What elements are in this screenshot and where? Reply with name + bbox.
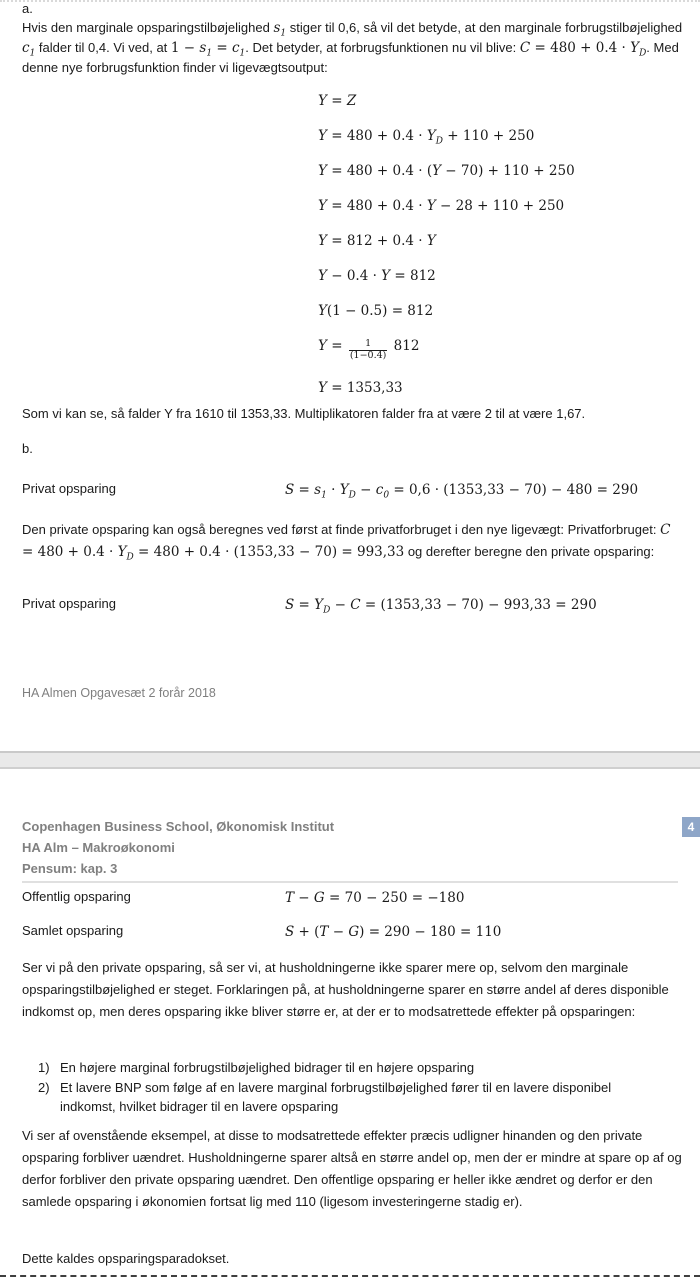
intro-paragraph: Hvis den marginale opsparingstilbøjelighed $s_1$ stiger til 0,6, så vil det betyde, at den marginale forbrugstilbøjelighed $c_1$ falder til 0,4. Vi ved, at $1 - s_1 = c_1$. Det betyder, at forbrugsfunktionen nu vil blive: $C = 480 + 0.4 \cdot Y_D$. Med denne nye forbrugsfunktion finder vi ligevægtsoutput: — [22, 20, 683, 75]
page-number-badge: 4 — [682, 817, 700, 837]
equation-line: Y = 480 + 0.4 · (Y − 70) + 110 + 250 — [318, 163, 575, 179]
list-item — [38, 1058, 668, 1078]
item-text: En højere marginal forbrugstilbøjelighed bidrager til en højere opsparing — [60, 1060, 475, 1075]
equation-block — [318, 92, 575, 414]
private-savings-row-2 — [22, 596, 698, 614]
equation-line: Y(1 − 0.5) = 812 — [318, 303, 434, 319]
public-savings-row — [22, 889, 698, 907]
total-savings-row — [22, 923, 698, 941]
equation: $S = s_1 \cdot Y_D - c_0 = 0,6 \cdot (1353,33 - 70) - 480 = 290$ — [285, 482, 639, 501]
closing-paragraph: Dette kaldes opsparingsparadokset. — [22, 1251, 230, 1266]
equation-line: Y − 0.4 · Y = 812 — [318, 268, 436, 284]
equation: S + (T − G) = 290 − 180 = 110 — [285, 924, 502, 940]
section-a-label: a. — [22, 1, 33, 16]
page-break-divider — [0, 751, 700, 769]
section-b-label: b. — [22, 441, 33, 456]
analysis-paragraph: Ser vi på den private opsparing, så ser vi, at husholdningerne ikke sparer mere op, selvom den marginale opsparingstilbøjelighed er steget. Forklaringen på, at husholdningerne sparer en større andel af deres disponible indkomst op, men deres opsparing ikke bliver større er, at der er to modsatrettede effekter på opsparingen: — [22, 960, 669, 1019]
equation: $S = Y_D - C = (1353,33 - 70) - 993,33 = 290$ — [285, 597, 597, 616]
row-label: Privat opsparing — [22, 596, 116, 611]
header-divider — [22, 881, 678, 883]
calculation-paragraph: Den private opsparing kan også beregnes ved først at finde privatforbruget i den nye ligevægt: Privatforbruget: $C = 480 + 0.4 \cdot Y_D = 480 + 0.4 \cdot (1353,33 - 70) = 993,33$ og derefter beregne den private opsparing: — [22, 522, 671, 563]
document-page-2 — [0, 769, 700, 1278]
header-line: HA Alm – Makroøkonomi — [22, 840, 175, 855]
equation-line: Y = Z — [318, 93, 357, 109]
header-line: Pensum: kap. 3 — [22, 861, 118, 876]
list-item — [38, 1078, 668, 1117]
item-number: 1) — [38, 1060, 50, 1075]
row-label: Samlet opsparing — [22, 923, 124, 938]
item-number: 2) — [38, 1079, 50, 1095]
page-footer: HA Almen Opgavesæt 2 forår 2018 — [22, 686, 216, 700]
equation-line: Y = 1353,33 — [318, 379, 403, 396]
equation-line: Y = 812 + 0.4 · Y — [318, 233, 436, 249]
row-label: Privat opsparing — [22, 481, 116, 496]
result-paragraph: Som vi kan se, så falder Y fra 1610 til 1353,33. Multiplikatoren falder fra at være 2 til at være 1,67. — [22, 406, 586, 421]
private-savings-row-1 — [22, 481, 698, 499]
item-text: Et lavere BNP som følge af en lavere marginal forbrugstilbøjelighed fører til en lavere disponibel indkomst, hvilket bidrager til en lavere opsparing — [60, 1079, 612, 1114]
header-line: Copenhagen Business School, Økonomisk Institut — [22, 819, 335, 834]
row-label: Offentlig opsparing — [22, 889, 131, 904]
document-header — [22, 816, 334, 879]
equation: T − G = 70 − 250 = −180 — [285, 890, 465, 906]
equation-line: Y = 480 + 0.4 · Y − 28 + 110 + 250 — [318, 198, 565, 214]
conclusion-paragraph: Vi ser af ovenstående eksempel, at disse to modsatrettede effekter præcis udligner hinanden og den private opsparing forbliver uændret. Husholdningerne sparer altså en større andel op, men der er mindre at spare op af og derfor forbliver den private opsparing uændret. Den offentlige opsparing er heller ikke ændret og derfor er den samlede opsparing i økonomien fortsat lig med 110 (ligesom investeringerne stadig er). — [22, 1128, 682, 1209]
bottom-edge-line — [0, 1275, 700, 1277]
equation-line: Y = $\frac{1}{(1-0.4)}$ 812 — [318, 338, 420, 361]
top-edge-line — [0, 0, 700, 2]
equation-line: $Y = 480 + 0.4 \cdot Y_D + 110 + 250$ — [318, 128, 535, 147]
effects-list — [38, 1058, 668, 1117]
